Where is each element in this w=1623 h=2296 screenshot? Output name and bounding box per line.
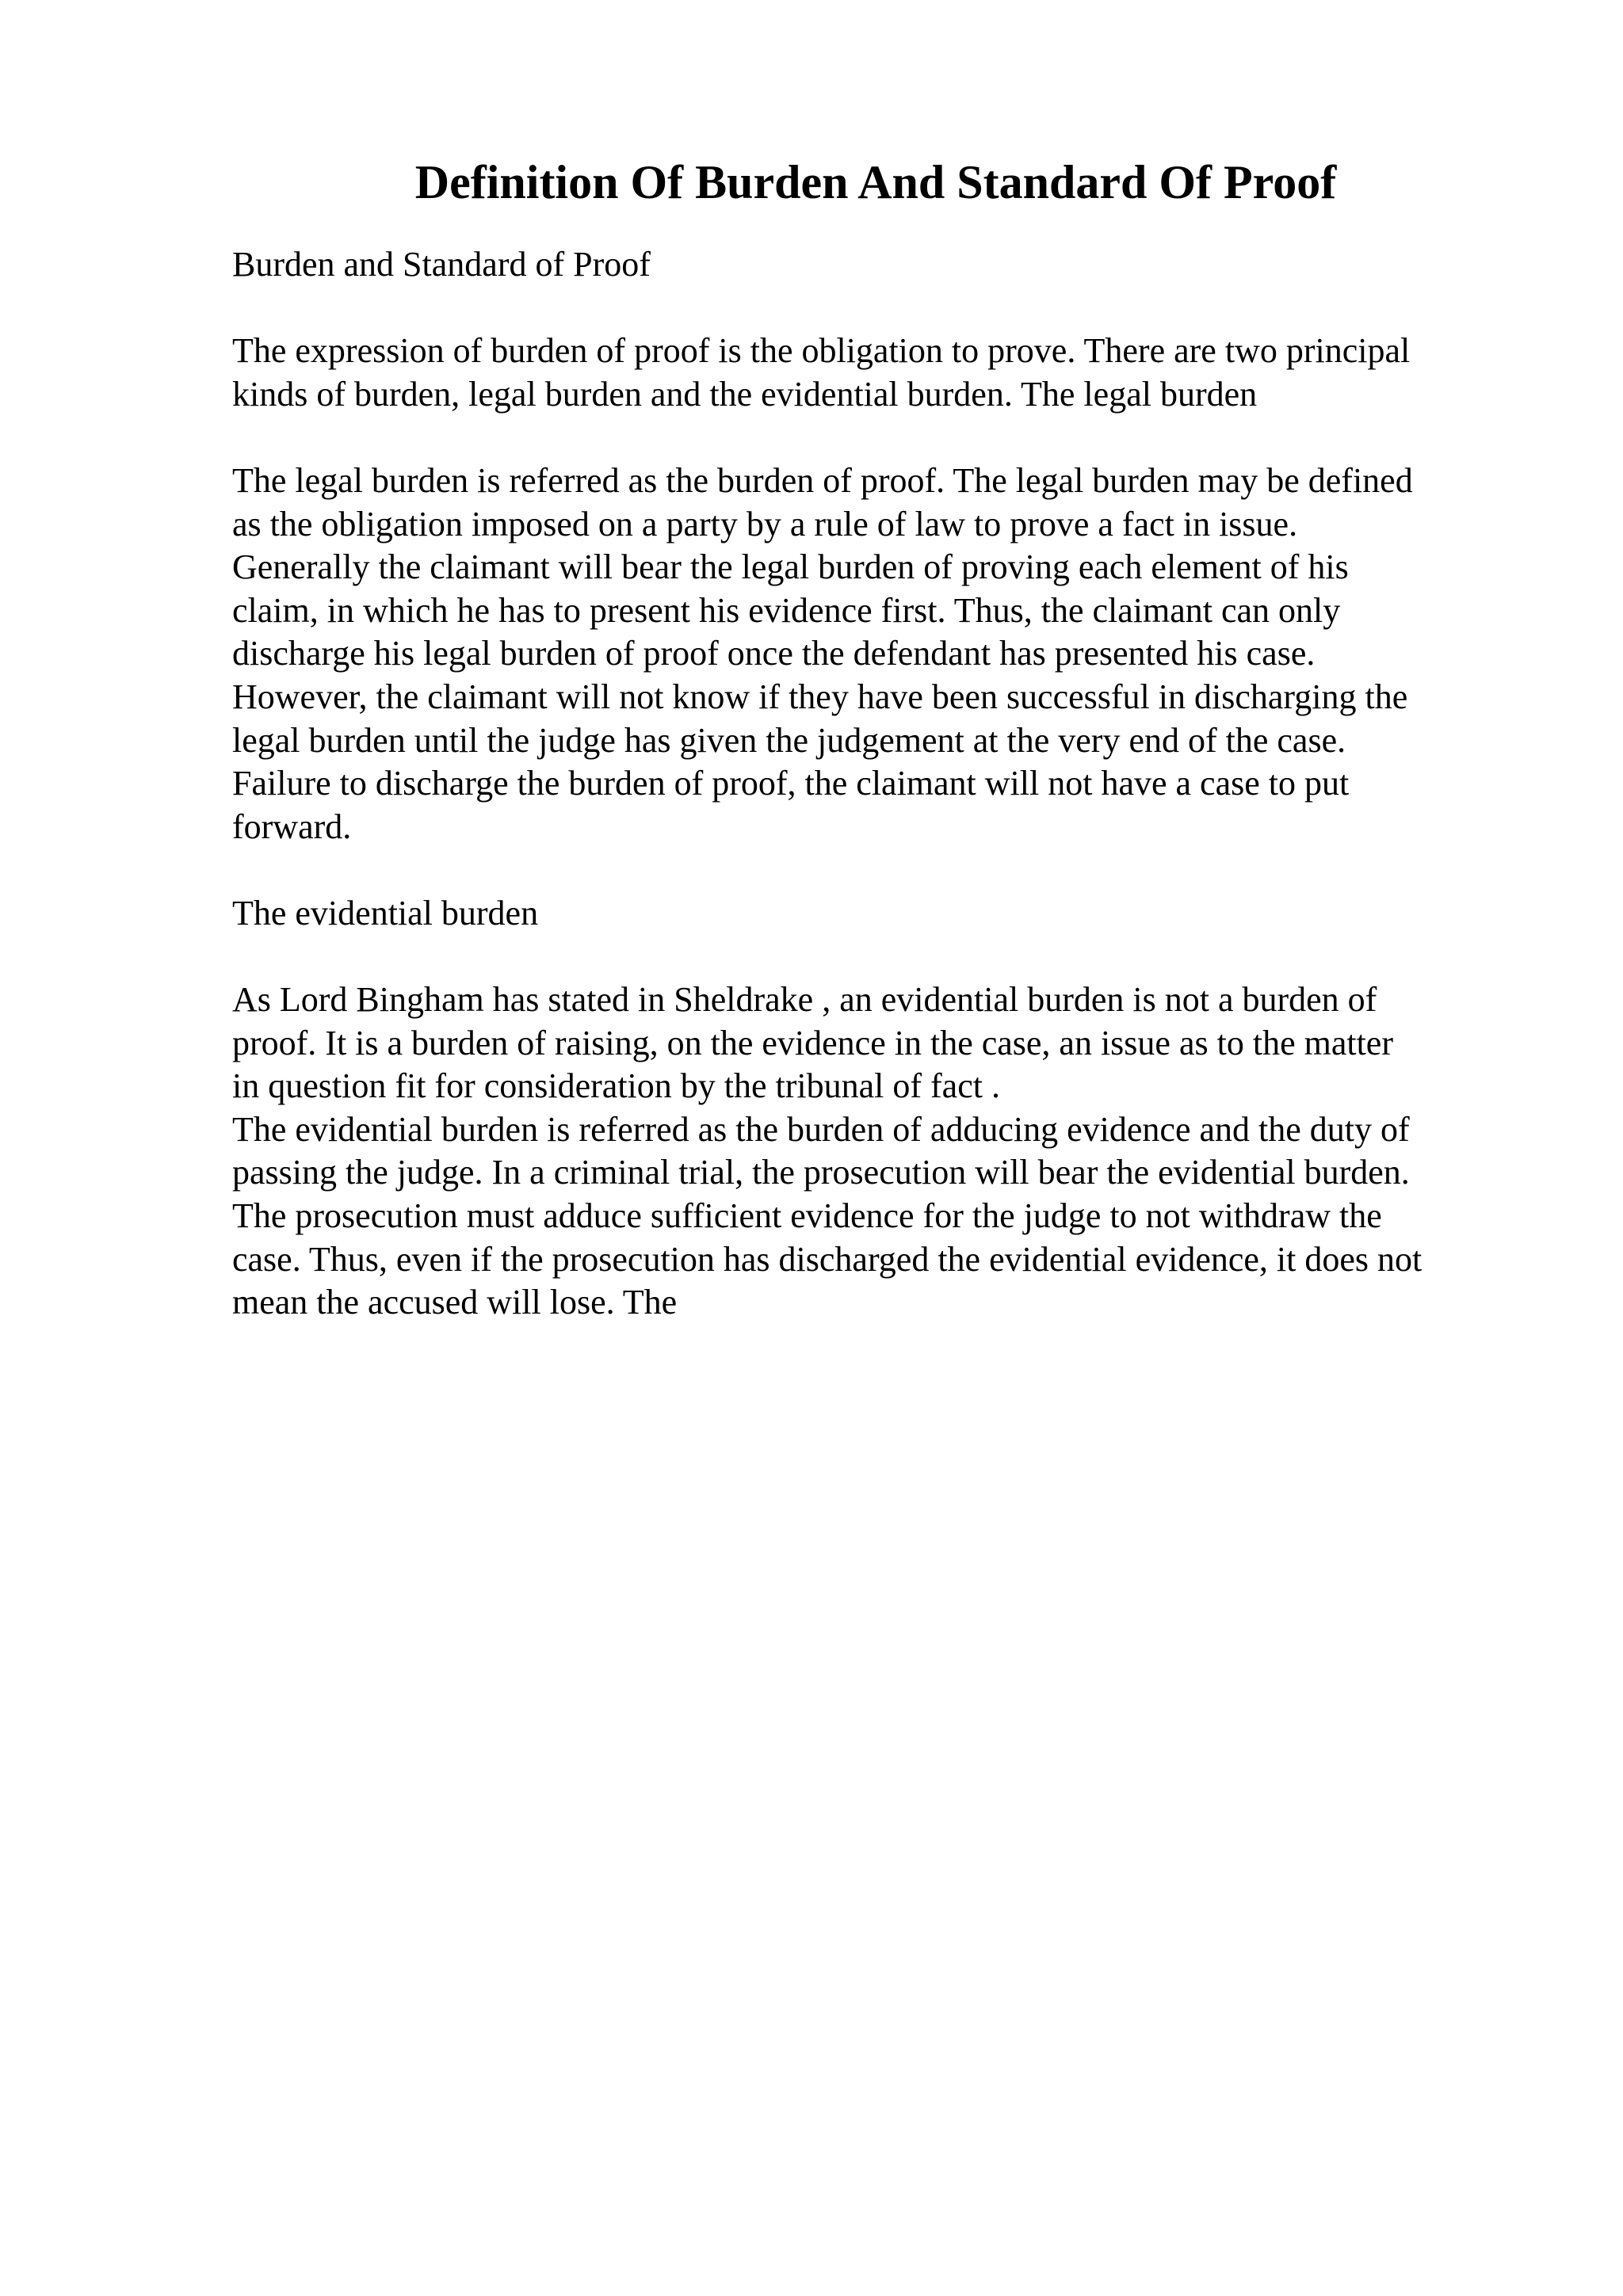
text-line: case. Thus, even if the prosecution has discharged the evidential evidence, it does not — [232, 1239, 1423, 1279]
paragraph-legal-burden — [232, 460, 1516, 849]
text-line: The prosecution must adduce sufficient evidence for the judge to not withdraw the — [232, 1196, 1382, 1236]
text-line: kinds of burden, legal burden and the evidential burden. The legal burden — [232, 374, 1258, 414]
text-line: The legal burden is referred as the burden of proof. The legal burden may be defined — [232, 460, 1413, 500]
paragraph-burden-definition — [232, 330, 1516, 416]
text-line: Failure to discharge the burden of proof, the claimant will not have a case to put — [232, 764, 1350, 803]
section-subtitle: Burden and Standard of Proof — [232, 245, 651, 284]
section-heading-evidential: The evidential burden — [232, 893, 539, 933]
document-title: Definition Of Burden And Standard Of Proof — [414, 156, 1337, 208]
text-line: as the obligation imposed on a party by a rule of law to prove a fact in issue. — [232, 504, 1298, 543]
paragraph-gap — [232, 416, 1516, 460]
text-line: As Lord Bingham has stated in Sheldrake , an evidential burden is not a burden of — [232, 980, 1377, 1020]
text-line: forward. — [232, 807, 352, 846]
text-line: mean the accused will lose. The — [232, 1283, 678, 1322]
text-line: in question fit for consideration by the tribunal of fact . — [232, 1066, 1000, 1106]
paragraph-gap — [232, 849, 1516, 892]
text-line: legal burden until the judge has given the judgement at the very end of the case. — [232, 720, 1346, 760]
text-line: However, the claimant will not know if they have been successful in discharging the — [232, 677, 1408, 716]
text-line: passing the judge. In a criminal trial, the prosecution will bear the evidential burden. — [232, 1153, 1410, 1192]
text-line: Generally the claimant will bear the legal burden of proving each element of his — [232, 547, 1349, 587]
text-line: The evidential burden is referred as the burden of adducing evidence and the duty of — [232, 1109, 1410, 1149]
text-line: discharge his legal burden of proof once the defendant has presented his case. — [232, 634, 1316, 673]
paragraph-gap — [232, 287, 1516, 330]
text-line: The expression of burden of proof is the obligation to prove. There are two principal — [232, 331, 1411, 371]
document-body — [232, 243, 1516, 1325]
paragraph-gap — [232, 936, 1516, 979]
text-line: claim, in which he has to present his evidence first. Thus, the claimant can only — [232, 590, 1341, 630]
paragraph-evidential-burden — [232, 978, 1516, 1325]
text-line: proof. It is a burden of raising, on the evidence in the case, an issue as to the matter — [232, 1023, 1393, 1062]
